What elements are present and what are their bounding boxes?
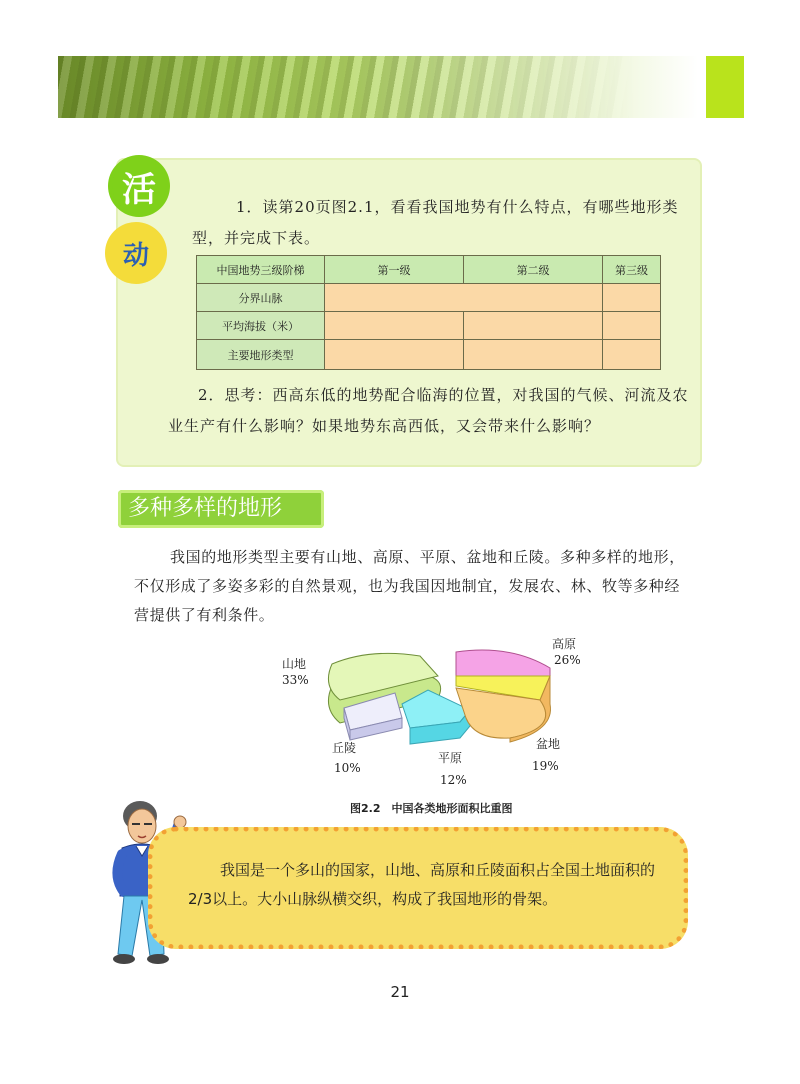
- pie-value-gaoyuan: 26%: [554, 653, 581, 667]
- chart-caption: 图2.2 中国各类地形面积比重图: [350, 802, 513, 815]
- pie-value-pendi: 19%: [532, 759, 559, 773]
- activity-question-2: 2．思考：西高东低的地势配合临海的位置，对我国的气候、河流及农业生产有什么影响？如果地势东高西低，又会带来什么影响？: [168, 386, 689, 435]
- header-banner: [58, 56, 698, 118]
- tip-text: 我国是一个多山的国家，山地、高原和丘陵面积占全国土地面积的2/3以上。大小山脉纵横交织，构成了我国地形的骨架。: [188, 861, 656, 908]
- pie-label-pingyuan: 平原: [438, 751, 463, 765]
- table-header: 第三级: [603, 256, 661, 284]
- pie-value-shandi: 33%: [282, 673, 309, 687]
- table-cell: [603, 340, 661, 370]
- table-row-label: 分界山脉: [197, 284, 325, 312]
- section-title: 多种多样的地形: [118, 490, 324, 528]
- table-cell: [464, 340, 603, 370]
- pie-label-qiuling: 丘陵: [332, 741, 357, 755]
- pie-label-shandi: 山地: [282, 657, 307, 671]
- page-number: 21: [390, 983, 410, 1001]
- pie-value-pingyuan: 12%: [440, 773, 467, 787]
- header-tab: [706, 56, 744, 118]
- pie-value-qiuling: 10%: [334, 761, 361, 775]
- table-cell: [325, 340, 464, 370]
- activity-badge-bottom: 动: [105, 222, 167, 284]
- pie-label-pendi: 盆地: [536, 737, 561, 751]
- activity-badge-top: 活: [108, 155, 170, 217]
- pie-slice-gaoyuan: [456, 650, 550, 676]
- terrain-table: [196, 255, 661, 370]
- table-cell: [325, 312, 464, 340]
- table-cell: [464, 312, 603, 340]
- pie-label-gaoyuan: 高原: [552, 638, 577, 651]
- table-row-label: 平均海拔（米）: [197, 312, 325, 340]
- table-header: 第二级: [464, 256, 603, 284]
- table-cell: [325, 284, 603, 312]
- pie-chart: [270, 638, 590, 818]
- body-paragraph: 我国的地形类型主要有山地、高原、平原、盆地和丘陵。多种多样的地形，不仅形成了多姿多彩的自然景观，也为我国因地制宜，发展农、林、牧等多种经营提供了有利条件。: [134, 548, 685, 624]
- activity-question-1: 1．读第20页图2.1，看看我国地势有什么特点，有哪些地形类型，并完成下表。: [192, 198, 679, 247]
- table-header: 中国地势三级阶梯: [197, 256, 325, 284]
- table-cell: [603, 312, 661, 340]
- table-header: 第一级: [325, 256, 464, 284]
- table-cell: [603, 284, 661, 312]
- table-row-label: 主要地形类型: [197, 340, 325, 370]
